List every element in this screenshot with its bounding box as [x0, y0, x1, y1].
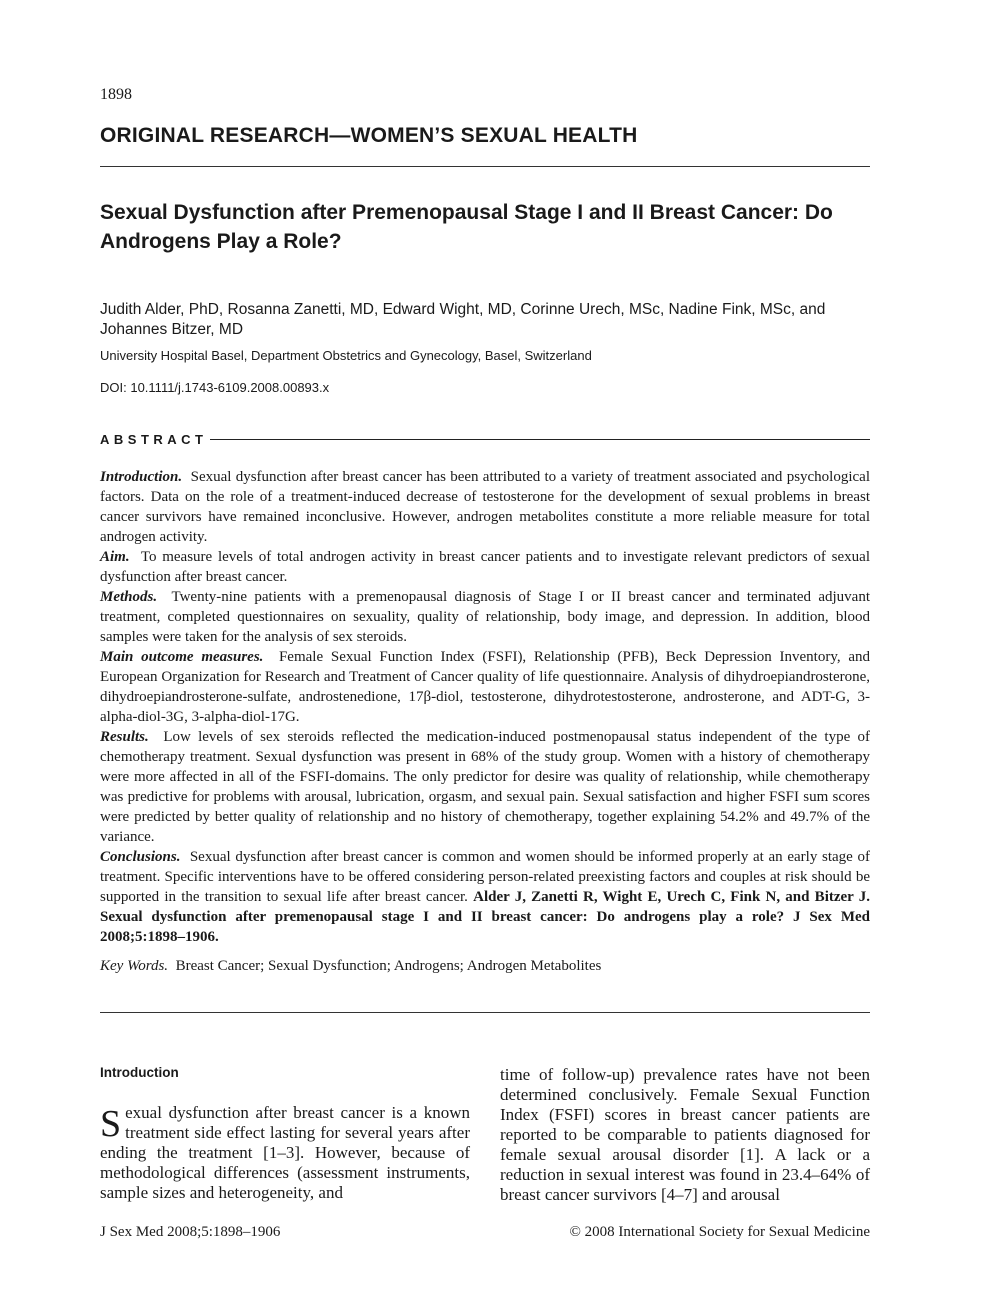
intro-paragraph: [100, 1103, 470, 1203]
abstract-conclusions: [100, 847, 870, 947]
page-number: 1898: [100, 86, 132, 103]
introduction-label: Introduction.: [100, 469, 183, 485]
section-heading: ORIGINAL RESEARCH—WOMEN’S SEXUAL HEALTH: [100, 124, 638, 147]
results-text: Low levels of sex steroids reflected the medication-induced postmenopausal status independent of the type of chemotherapy treatment. Sexual dysfunction was present in 68% of the study group. Women with a history of chemotherapy were more affected in all of the FSFI-domains. The only predictor for desire was quality of relationship, while chemotherapy was predictive for problems with arousal, lubrication, orgasm, and sexual pain. Sexual satisfaction and higher FSFI sum scores were predicted by better quality of relationship and no history of chemotherapy, together explaining 54.2% and 49.7% of the variance.: [100, 729, 871, 845]
author-list: Judith Alder, PhD, Rosanna Zanetti, MD, Edward Wight, MD, Corinne Urech, MSc, Nadine Fink, MSc, and Johannes Bitzer, MD: [100, 301, 826, 338]
introduction-heading: Introduction: [100, 1065, 179, 1080]
intro-text: exual dysfunction after breast cancer is a known treatment side effect lasting for several years after ending the treatment [1–3]. However, because of methodological differences (assessment instruments, sample sizes and heterogeneity, and: [100, 1103, 470, 1202]
abstract-heading: [100, 430, 870, 448]
abstract-rule: [210, 439, 871, 440]
abstract-methods: [100, 587, 870, 647]
article-title: Sexual Dysfunction after Premenopausal Stage I and II Breast Cancer: Do Androgens Play a Role?: [100, 201, 833, 253]
abstract-outcome: [100, 647, 870, 727]
outcome-text: Female Sexual Function Index (FSFI), Relationship (PFB), Beck Depression Inventory, and European Organization for Research and Treatment of Cancer quality of life questionnaire. Analysis of dihydroepiandrosterone, dihydroepiandrosterone-sulfate, androstenedione, 17β-diol, testosterone, dihydrotestosterone, androsterone, and ADT-G, 3-alpha-diol-3G, 3-alpha-diol-17G.: [100, 649, 871, 725]
results-label: Results.: [100, 729, 149, 745]
abstract-results: [100, 727, 870, 847]
conclusions-text: Sexual dysfunction after breast cancer is common and women should be informed properly at an early stage of treatment. Specific interventions have to be offered considering person-related preexisting factors and couples at risk should be supported in the transition to sexual life after breast cancer.: [100, 849, 871, 905]
abstract-aim: [100, 547, 870, 587]
abstract-label: ABSTRACT: [100, 431, 208, 447]
methods-label: Methods.: [100, 589, 158, 605]
abstract-body: [100, 467, 870, 947]
keywords: [100, 956, 870, 976]
introduction-text: Sexual dysfunction after breast cancer has been attributed to a variety of treatment associated and psychological factors. Data on the role of a treatment-induced decrease of testosterone for the development of sexual problems in breast cancer survivors have remained inconclusive. However, androgen metabolites constitute a more reliable measure for total androgen activity.: [100, 469, 871, 545]
conclusions-label: Conclusions.: [100, 849, 181, 865]
right-column-text: time of follow-up) prevalence rates have not been determined conclusively. Female Sexual Function Index (FSFI) scores in breast cancer patients are reported to be comparable to patients diagnosed for female sexual arousal disorder [1]. A lack or a reduction in sexual interest was found in 23.4–64% of breast cancer survivors [4–7] and arousal: [500, 1065, 870, 1204]
header-divider: [100, 166, 870, 167]
keywords-text: Breast Cancer; Sexual Dysfunction; Androgens; Androgen Metabolites: [175, 958, 602, 974]
citation: Alder J, Zanetti R, Wight E, Urech C, Fink N, and Bitzer J. Sexual dysfunction after premenopausal stage I and II breast cancer: Do androgens play a role? J Sex Med 2008;5:1898–1906.: [100, 889, 871, 945]
outcome-label: Main outcome measures.: [100, 649, 264, 665]
methods-text: Twenty-nine patients with a premenopausal diagnosis of Stage I or II breast cancer and terminated adjuvant treatment, completed questionnaires on sexuality, quality of relationship, body image, and depression. In addition, blood samples were taken for the analysis of sex steroids.: [100, 589, 870, 645]
body-column-left: [100, 1063, 470, 1203]
abstract-introduction: [100, 467, 870, 547]
aim-label: Aim.: [100, 549, 130, 565]
copyright: © 2008 International Society for Sexual Medicine: [569, 1224, 870, 1240]
body-column-right: [500, 1065, 870, 1205]
abstract-divider: [100, 1012, 870, 1013]
drop-cap: S: [100, 1103, 122, 1145]
keywords-label: Key Words.: [100, 958, 169, 974]
aim-text: To measure levels of total androgen activity in breast cancer patients and to investigate relevant predictors of sexual dysfunction after breast cancer.: [100, 549, 870, 585]
journal-citation: J Sex Med 2008;5:1898–1906: [100, 1224, 281, 1240]
affiliation: University Hospital Basel, Department Obstetrics and Gynecology, Basel, Switzerland: [100, 348, 592, 363]
doi: DOI: 10.1111/j.1743-6109.2008.00893.x: [100, 380, 330, 395]
